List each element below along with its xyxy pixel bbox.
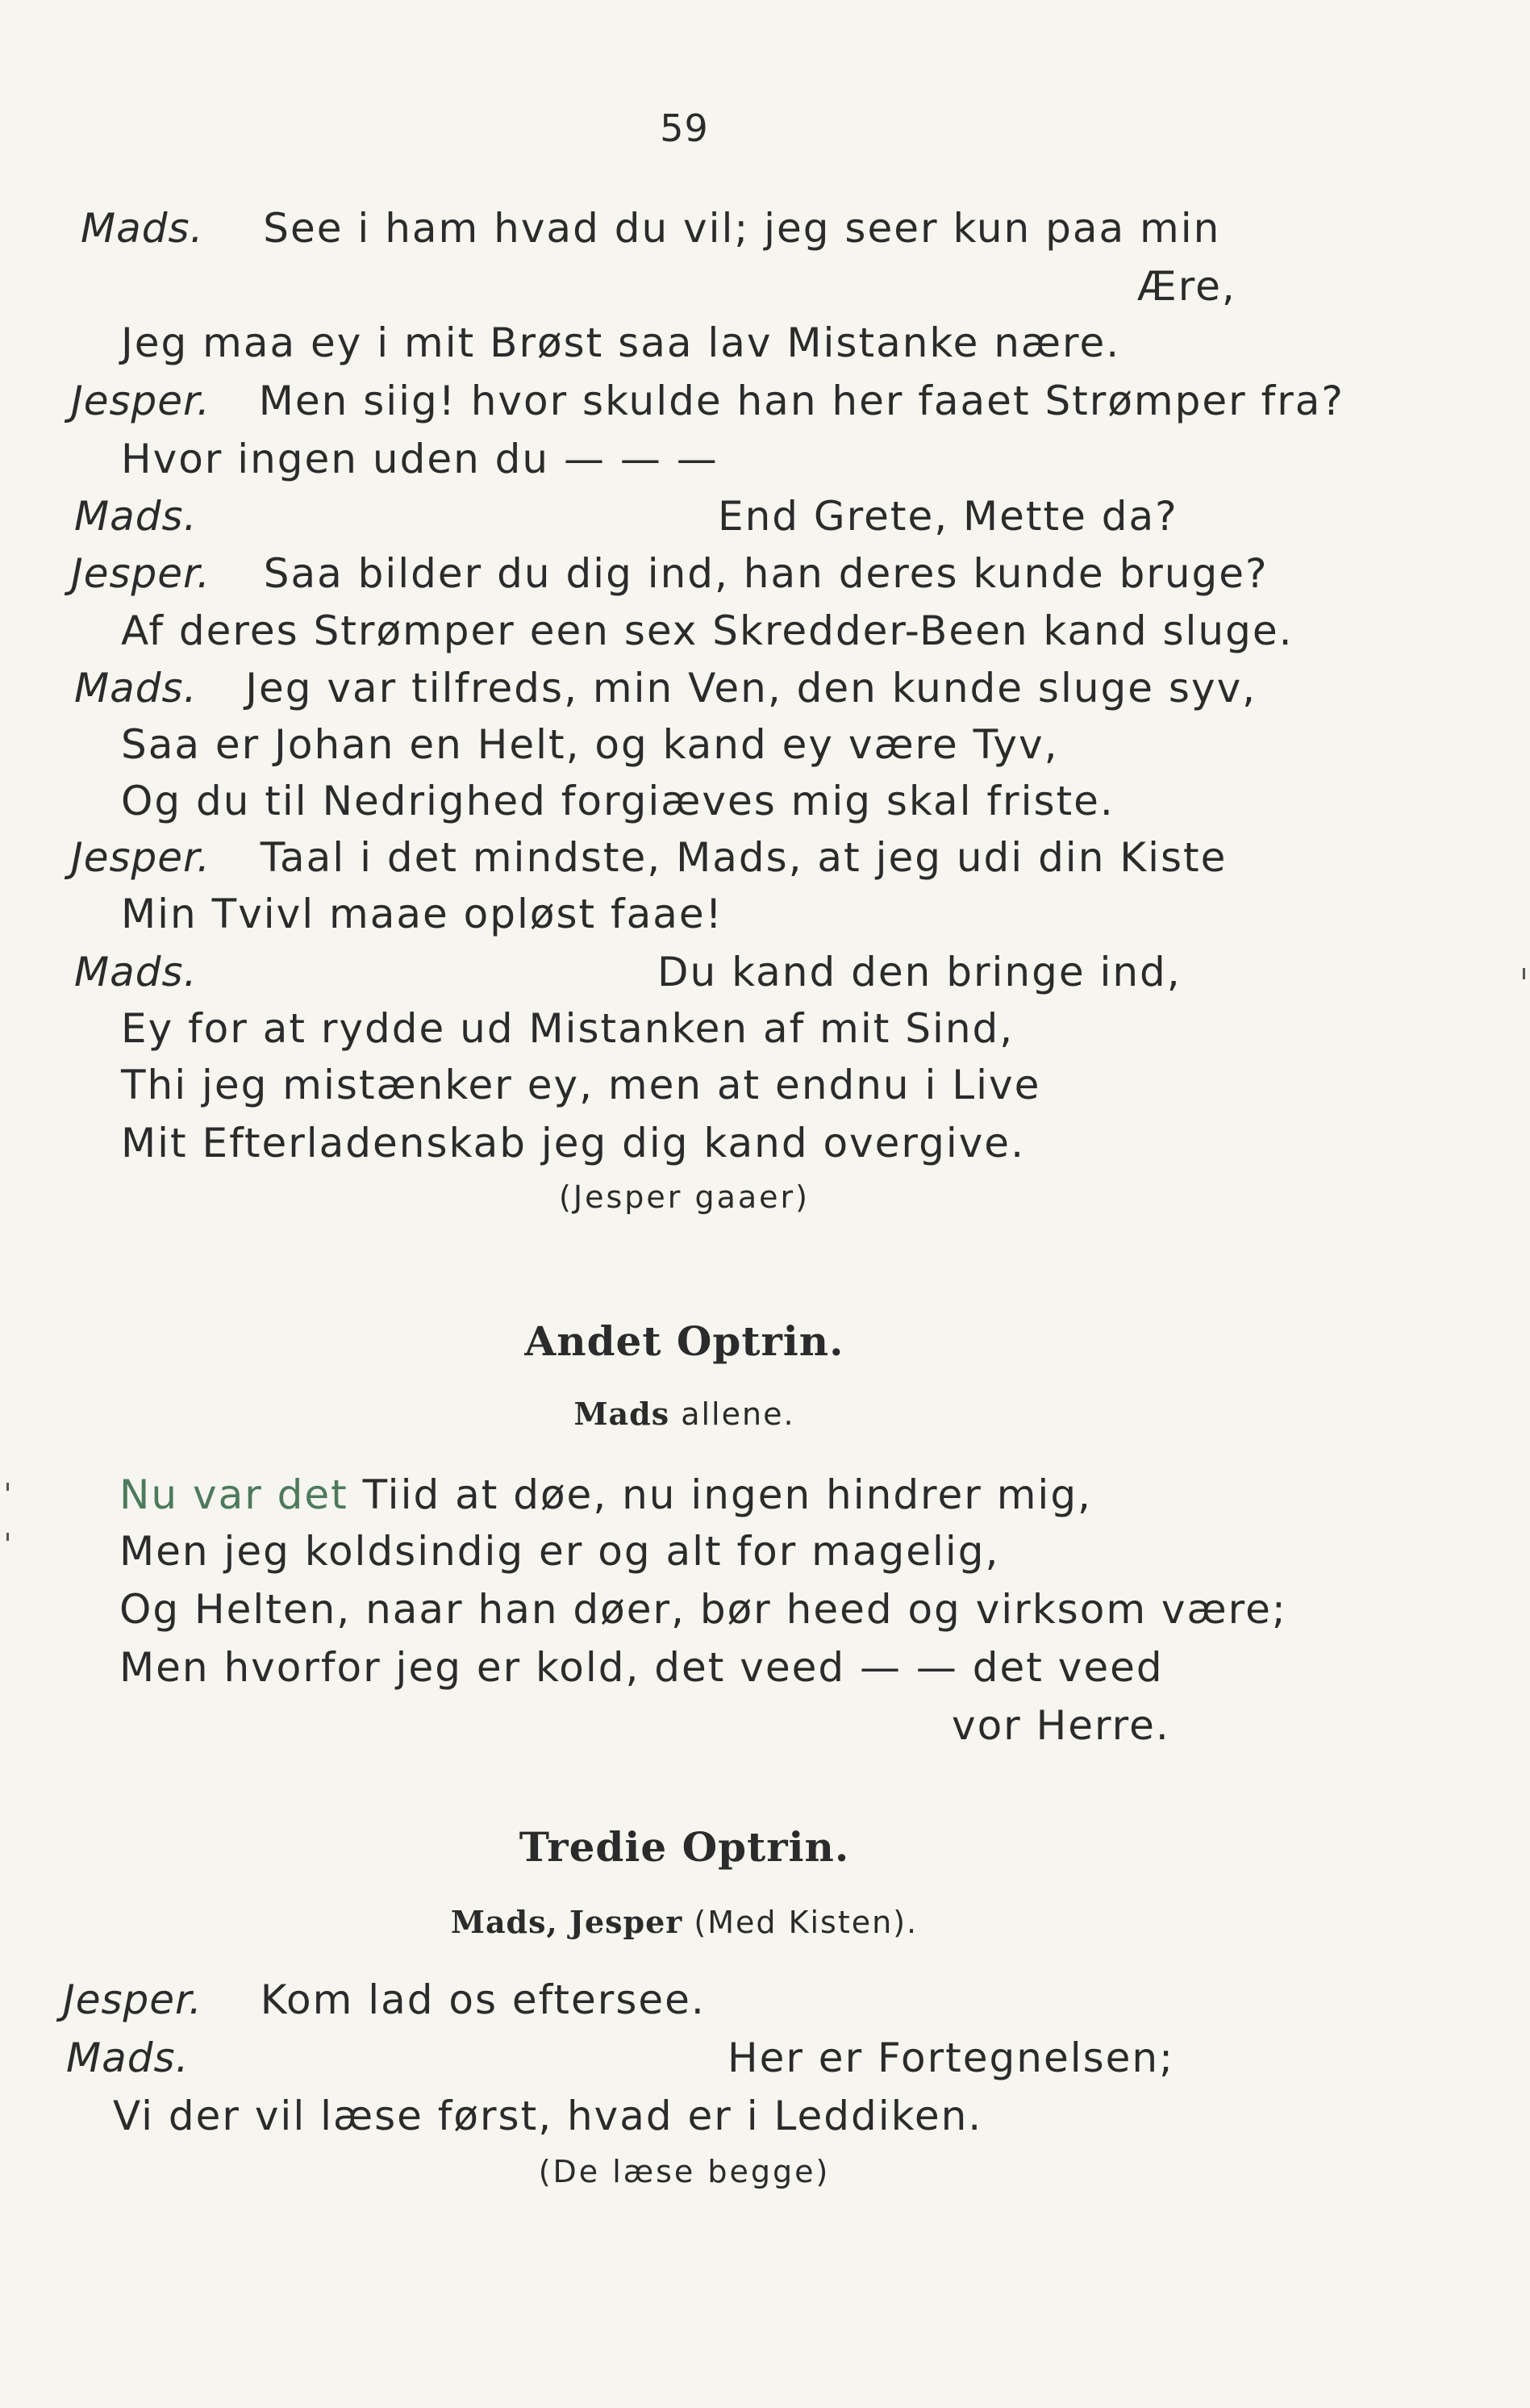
cast-names: Mads bbox=[573, 1396, 670, 1432]
verse-line: Af deres Strømper een sex Skredder-Been kand sluge. bbox=[121, 607, 1294, 654]
cast-note: (Med Kisten). bbox=[682, 1905, 919, 1940]
scene-cast bbox=[0, 1396, 1369, 1432]
verse-line bbox=[71, 834, 1228, 881]
scan-mark bbox=[1523, 968, 1525, 979]
verse-line bbox=[74, 665, 1257, 712]
stage-direction: (Jesper gaaer) bbox=[559, 1179, 810, 1215]
verse-text: Du kand den bringe ind, bbox=[657, 949, 1182, 995]
verse-text: Her er Fortegnelsen; bbox=[727, 2034, 1174, 2081]
scene-heading: Andet Optrin. bbox=[524, 1317, 844, 1365]
verse-text: Tiid at døe, nu ingen hindrer mig, bbox=[348, 1471, 1092, 1518]
speaker-name: Mads. bbox=[74, 665, 198, 712]
verse-line: Hvor ingen uden du — — — bbox=[121, 436, 719, 482]
speaker-name: Jesper. bbox=[63, 1976, 202, 2023]
speaker-name: Jesper. bbox=[71, 550, 211, 597]
verse-line: Men hvorfor jeg er kold, det veed — — det veed bbox=[119, 1644, 1164, 1691]
verse-text: Saa bilder du dig ind, han deres kunde bruge? bbox=[263, 550, 1269, 597]
speaker-name: Mads. bbox=[74, 949, 198, 995]
verse-line bbox=[81, 205, 1221, 252]
speaker-name: Mads. bbox=[66, 2034, 190, 2081]
verse-line: Saa er Johan en Helt, og kand ey være Tyv, bbox=[121, 721, 1059, 768]
speaker-name: Jesper. bbox=[71, 378, 211, 424]
speaker-name: Jesper. bbox=[71, 834, 211, 881]
verse-line bbox=[71, 550, 1269, 597]
verse-line: Og du til Nedrighed forgiæves mig skal friste. bbox=[121, 778, 1115, 824]
scan-mark bbox=[6, 1483, 9, 1491]
verse-line: Min Tvivl maae opløst faae! bbox=[121, 891, 723, 937]
verse-line: Ey for at rydde ud Mistanken af mit Sind, bbox=[121, 1005, 1015, 1052]
verse-text: End Grete, Mette da? bbox=[718, 493, 1178, 540]
verse-line: Men jeg koldsindig er og alt for magelig, bbox=[119, 1528, 1000, 1575]
page-number: 59 bbox=[660, 106, 709, 150]
verse-line-continuation: vor Herre. bbox=[952, 1702, 1170, 1749]
verse-line bbox=[119, 1471, 1092, 1518]
scene-cast bbox=[0, 1904, 1369, 1940]
verse-line: Thi jeg mistænker ey, men at endnu i Live bbox=[121, 1062, 1041, 1108]
verse-line-continuation: Ære, bbox=[1137, 263, 1236, 310]
speaker-name: Mads. bbox=[81, 205, 204, 252]
verse-line: Og Helten, naar han døer, bør heed og virksom være; bbox=[119, 1586, 1287, 1633]
verse-text: See i ham hvad du vil; jeg seer kun paa min bbox=[263, 205, 1221, 252]
stage-direction: (De læse begge) bbox=[538, 2154, 831, 2189]
verse-line: Mit Efterladenskab jeg dig kand overgive. bbox=[121, 1120, 1025, 1166]
verse-text: Taal i det mindste, Mads, at jeg udi din Kiste bbox=[260, 834, 1228, 881]
scan-mark bbox=[6, 1533, 9, 1541]
speaker-name: Mads. bbox=[74, 493, 198, 540]
cast-names: Mads, Jesper bbox=[450, 1904, 683, 1940]
verse-line bbox=[63, 1976, 706, 2023]
cast-note: allene. bbox=[669, 1396, 795, 1432]
verse-text: Kom lad os eftersee. bbox=[260, 1976, 706, 2023]
verse-line bbox=[71, 378, 1344, 424]
verse-text: Men siig! hvor skulde han her faaet Strømper fra? bbox=[258, 378, 1344, 424]
verse-line: Jeg maa ey i mit Brøst saa lav Mistanke nære. bbox=[121, 319, 1121, 366]
verse-line: Vi der vil læse først, hvad er i Leddiken. bbox=[113, 2093, 983, 2139]
scene-heading: Tredie Optrin. bbox=[519, 1823, 850, 1871]
verse-text: Jeg var tilfreds, min Ven, den kunde sluge syv, bbox=[245, 665, 1257, 712]
verse-text-faded: Nu var det bbox=[119, 1471, 348, 1518]
